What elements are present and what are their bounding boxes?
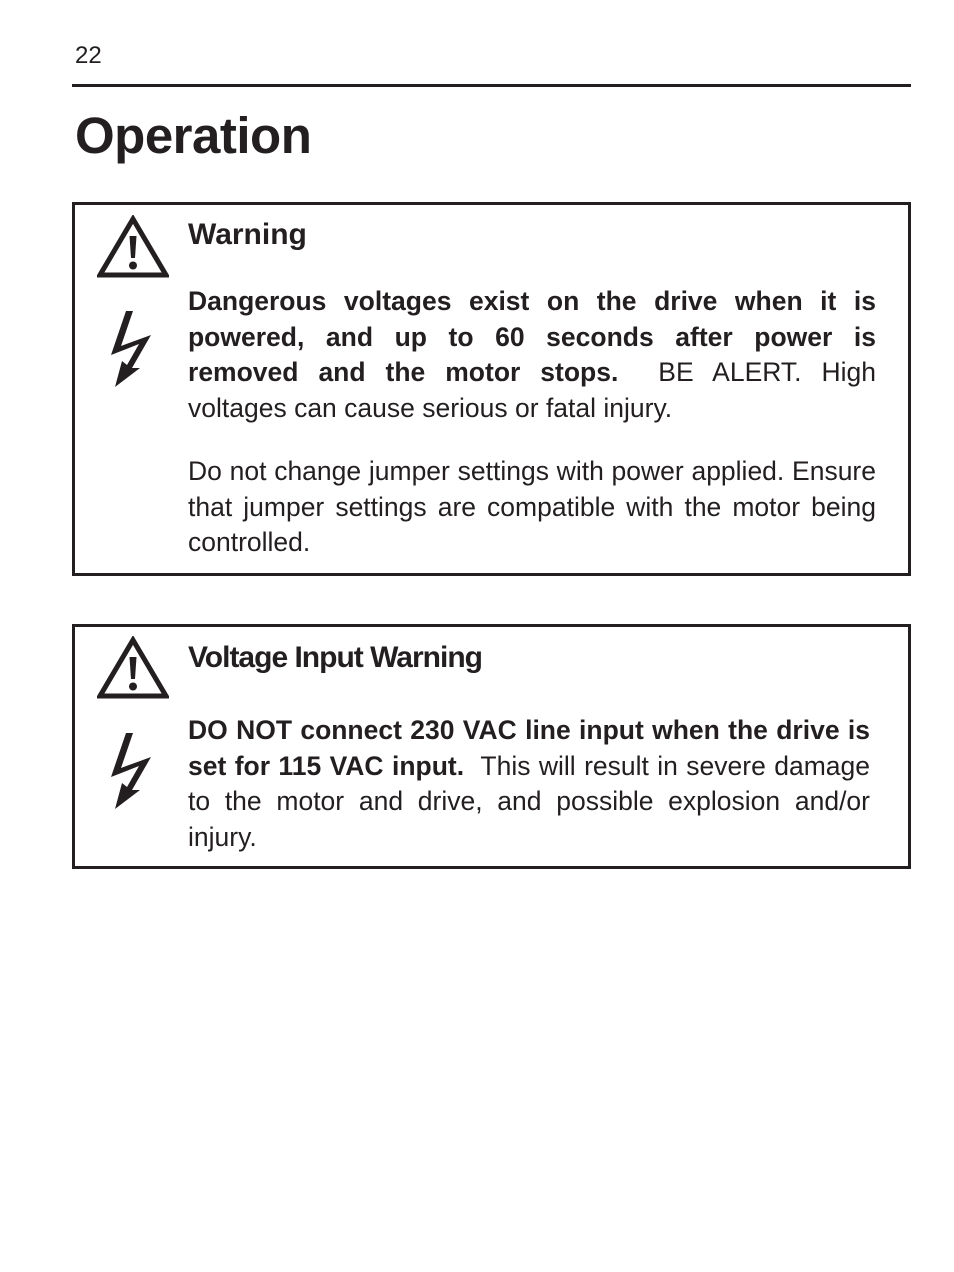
page-number: 22 [75, 42, 102, 69]
warning-box-dangerous-voltage [72, 202, 911, 576]
warning-emphasis: DO NOT connect 230 VAC line input when the drive is set for 115 VAC input. [188, 715, 870, 781]
warning-triangle-icon [97, 636, 169, 700]
warning-paragraph-line-input [188, 713, 870, 855]
lightning-bolt-icon [111, 311, 155, 387]
warning-text: This will result in severe damage to the motor and drive, and possible explosion and/or injury. [188, 750, 870, 852]
page-title: Operation [75, 107, 312, 164]
warning-triangle-icon [97, 215, 169, 279]
warning-box-voltage-input [72, 624, 911, 869]
lightning-bolt-icon [111, 733, 155, 809]
warning-text: Do not change jumper settings with power applied. Ensure that jumper settings are compatible with the motor being controlled. [188, 456, 876, 557]
warning-text: BE ALERT. High voltages can cause serious or fatal injury. [188, 357, 876, 423]
warning-paragraph-jumpers [188, 454, 876, 561]
warning-heading: Warning [188, 218, 307, 251]
voltage-input-warning-heading: Voltage Input Warning [188, 641, 482, 674]
warning-paragraph-voltage [188, 284, 876, 426]
warning-emphasis: Dangerous voltages exist on the drive when it is powered, and up to 60 seconds after power is removed and the motor stops. [188, 286, 876, 387]
header-rule [72, 84, 911, 87]
